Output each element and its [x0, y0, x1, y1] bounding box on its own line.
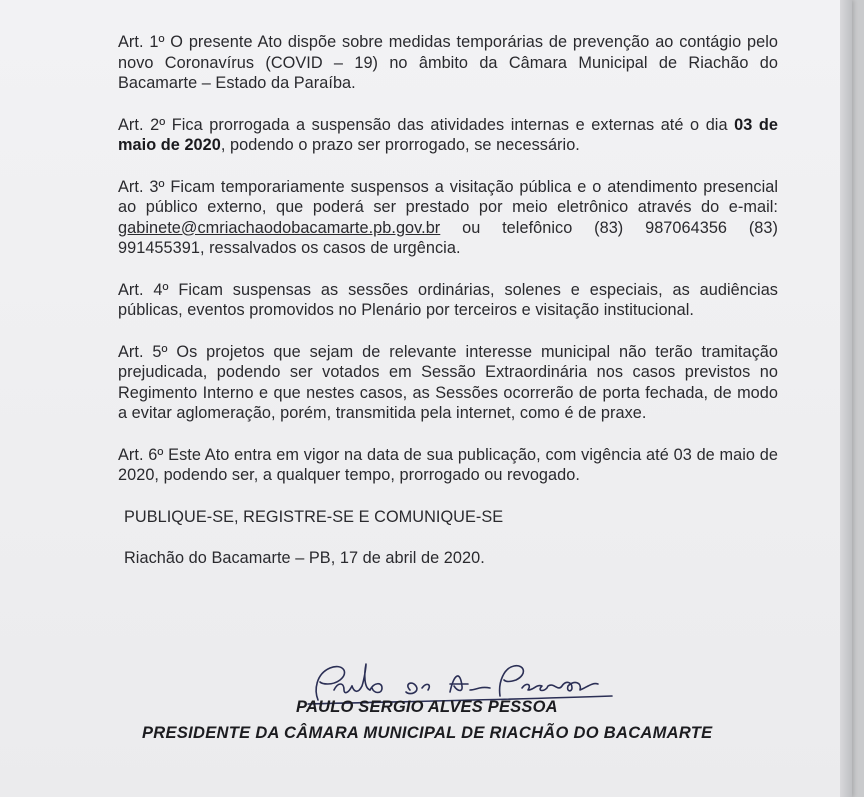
article-2-text-end: , podendo o prazo ser prorrogado, se necessário. [220, 136, 580, 154]
article-6-text: Este Ato entra em vigor na data de sua publicação, com vigência até 03 de maio de 2020, podendo ser, a qualquer tempo, prorrogado ou revogado. [118, 445, 779, 484]
page-edge [840, 0, 852, 797]
signer-title: PRESIDENTE DA CÂMARA MUNICIPAL DE RIACHÃO DO BACAMARTE [142, 724, 713, 742]
article-2-deadline: 03 de maio de 2020 [118, 115, 779, 154]
article-2 [118, 115, 778, 156]
document-body [118, 32, 778, 569]
article-3-prefix: Art. 3º [118, 177, 165, 196]
signature-block [0, 660, 852, 760]
contact-email-link[interactable]: gabinete@cmriachaodobacamarte.pb.gov.br [118, 218, 441, 237]
article-3-text-end: ou telefônico (83) 987064356 (83) 991455391, ressalvados os casos de urgência. [118, 218, 778, 257]
article-5 [118, 342, 778, 424]
article-5-text: Os projetos que sejam de relevante interesse municipal não terão tramitação prejudicada, podendo ser votados em Sessão Extraordinária nos casos previstos no Regimento Interno e que nestes casos, as Sessões ocorrerão de porta fechada, de modo a evitar aglomeração, porém, transmitida pela internet, como é de praxe. [118, 342, 778, 422]
article-5-prefix: Art. 5º [118, 342, 168, 361]
article-3 [118, 177, 778, 259]
place-and-date: Riachão do Bacamarte – PB, 17 de abril de 2020. [124, 549, 485, 567]
article-6-prefix: Art. 6º [118, 445, 164, 464]
closing-statement: PUBLIQUE-SE, REGISTRE-SE E COMUNIQUE-SE [124, 507, 504, 526]
article-4-text: Ficam suspensas as sessões ordinárias, solenes e especiais, as audiências públicas, eventos promovidos no Plenário por terceiros e visitação institucional. [118, 280, 778, 319]
article-2-text: Fica prorrogada a suspensão das atividades internas e externas até o dia [165, 115, 735, 134]
article-6 [118, 445, 778, 486]
signer-name: PAULO SERGIO ALVES PESSOA [296, 698, 558, 716]
article-3-text: Ficam temporariamente suspensos a visitação pública e o atendimento presencial ao público externo, que poderá ser prestado por meio eletrônico através do e-mail: [118, 177, 779, 216]
article-1 [118, 32, 778, 94]
article-2-prefix: Art. 2º [118, 115, 166, 134]
article-4-prefix: Art. 4º [118, 280, 169, 299]
article-1-prefix: Art. 1º [118, 33, 165, 51]
article-4 [118, 280, 778, 321]
article-1-text: O presente Ato dispõe sobre medidas temporárias de prevenção ao contágio pelo novo Coronavírus (COVID – 19) no âmbito da Câmara Municipal de Riachão do Bacamarte – Estado da Paraíba. [118, 33, 778, 92]
